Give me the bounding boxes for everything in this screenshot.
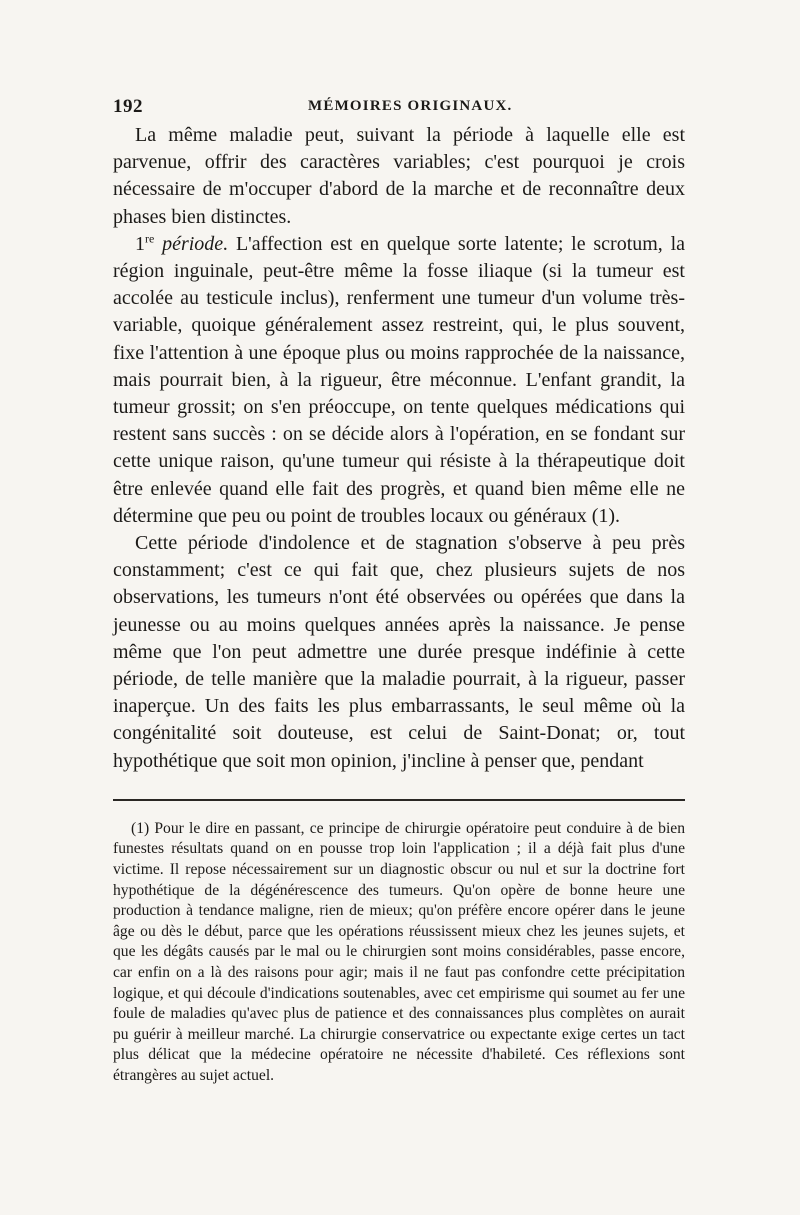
period-number: 1 bbox=[135, 232, 145, 255]
paragraph-1: La même maladie peut, suivant la période à laquelle elle est parvenue, offrir des caractères variables; c'est pourquoi je crois nécessaire de m'occuper d'abord de la marche et de reconnaître deux phases bien distinctes. bbox=[113, 124, 685, 228]
paragraph-2 bbox=[113, 231, 685, 530]
footnote: (1) Pour le dire en passant, ce principe de chirurgie opératoire peut conduire à de bien funestes résultats quand on en pousse trop loin l'application ; il a déjà fait plus d'une victime. Il repose nécessairement sur un diagnostic obscur ou nul et sur la doctrine fort hypothétique de la dégénérescence des tumeurs. Qu'on opère de bonne heure une production à tendance maligne, rien de mieux; qu'on préfère encore opérer dans le jeune âge ou dès le début, parce que les opérations réussissent mieux chez les jeunes sujets, et que les dégâts causés par le mal ou le chirurgien sont moins considérables, passe encore, car enfin on a là des raisons pour agir; mais il ne faut pas confondre cette précipitation logique, et qui découle d'indications soutenables, avec cet empirisme qui soumet au fer une foule de maladies qu'avec plus de patience et des connaissances plus complètes on aurait pu guérir à meilleur marché. La chirurgie conservatrice ou expectante exige certes un tact plus délicat que la médecine opératoire ne nécessite d'habileté. Ces réflexions sont étrangères au sujet actuel. bbox=[113, 819, 685, 1084]
period-heading: période. bbox=[162, 232, 229, 255]
paragraph-3: Cette période d'indolence et de stagnation s'observe à peu près constamment; c'est ce qui fait que, chez plusieurs sujets de nos observations, les tumeurs n'ont été observées ou opérées que dans la jeunesse ou au moins quelques années après la naissance. Je pense même que l'on peut admettre une durée presque indéfinie à cette période, de telle manière que la maladie pourrait, à la rigueur, passer inaperçue. Un des faits les plus embarrassants, le seul même où la congénitalité soit douteuse, est celui de Saint-Donat; or, tout hypothétique que soit mon opinion, j'incline à penser que, pendant bbox=[113, 532, 685, 772]
page bbox=[113, 96, 685, 1102]
page-number: 192 bbox=[113, 96, 143, 117]
page-header bbox=[113, 96, 685, 118]
period-ordinal-superscript: re bbox=[145, 231, 155, 246]
main-text bbox=[113, 122, 685, 775]
paragraph-2-text: L'affection est en quelque sorte latente; le scrotum, la région inguinale, peut-être même la fosse iliaque (si la tumeur est accolée au testicule inclus), renferment une tumeur d'un volume très-variable, quoique généralement assez restreint, qui, le plus souvent, fixe l'attention à une époque plus ou moins rapprochée de la naissance, mais pourrait bien, à la rigueur, être méconnue. L'enfant grandit, la tumeur grossit; on s'en préoccupe, on tente quelques médications qui restent sans succès : on se décide alors à l'opération, en se fondant sur cette unique raison, qu'une tumeur qui résiste à la thérapeutique doit être enlevée quand elle fait des progrès, et quand bien même elle ne détermine que peu ou point de troubles locaux ou généraux (1). bbox=[113, 232, 686, 527]
footnote-separator bbox=[113, 799, 685, 801]
running-title: MÉMOIRES ORIGINAUX. bbox=[308, 98, 513, 114]
